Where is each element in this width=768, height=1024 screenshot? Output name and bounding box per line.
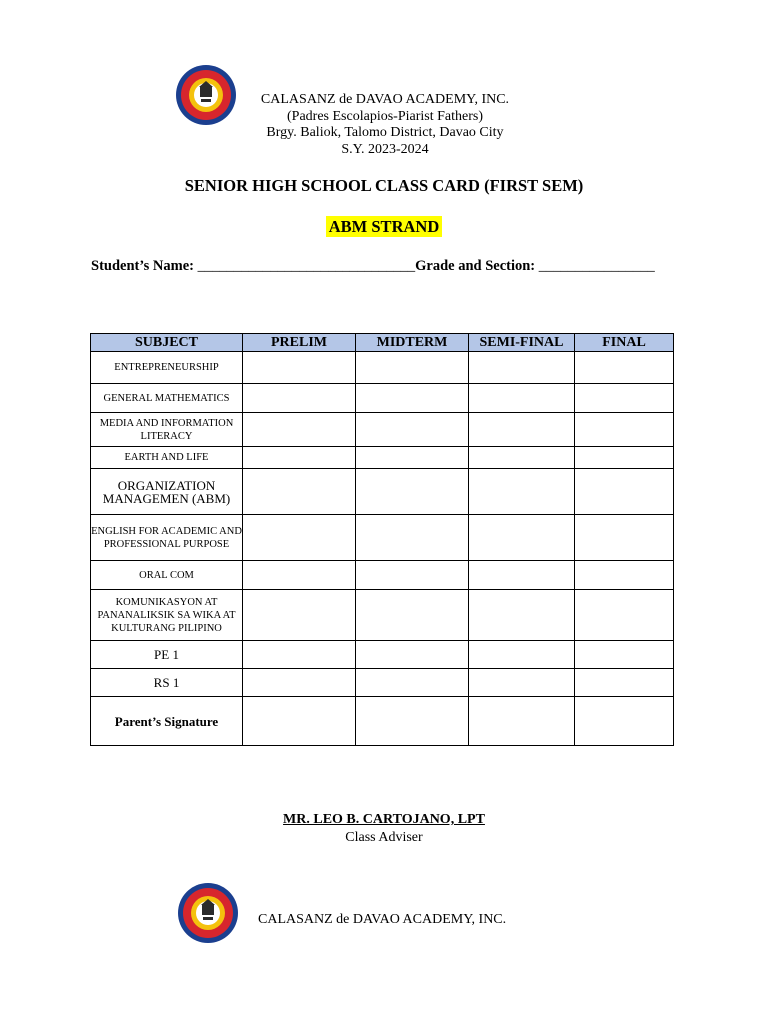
table-row [91,590,674,641]
grade-cell[interactable] [469,413,575,447]
grade-cell[interactable] [356,413,469,447]
grade-cell[interactable] [243,669,356,697]
grade-cell[interactable] [243,641,356,669]
grade-cell[interactable] [243,590,356,641]
grade-cell[interactable] [469,515,575,561]
signature-cell[interactable] [469,697,575,746]
grade-cell[interactable] [575,590,674,641]
signature-cell[interactable] [243,697,356,746]
grade-cell[interactable] [356,590,469,641]
table-row [91,641,674,669]
header-midterm: MIDTERM [356,334,469,352]
grades-table [90,333,674,746]
table-row [91,384,674,413]
grade-cell[interactable] [356,447,469,469]
header-subject: SUBJECT [91,334,243,352]
school-name: CALASANZ de DAVAO ACADEMY, INC. [260,92,510,107]
student-name-label: Student’s Name: [91,258,194,274]
grade-cell[interactable] [575,352,674,384]
grade-cell[interactable] [356,352,469,384]
header-prelim: PRELIM [243,334,356,352]
school-header [240,92,530,158]
subject-cell: KOMUNIKASYON AT PANANALIKSIK SA WIKA AT KULTURANG PILIPINO [91,590,243,641]
grade-cell[interactable] [243,384,356,413]
grade-cell[interactable] [575,447,674,469]
grade-cell[interactable] [356,561,469,590]
grade-cell[interactable] [469,447,575,469]
grade-cell[interactable] [356,384,469,413]
signature-cell[interactable] [356,697,469,746]
grade-section-label: Grade and Section: [415,258,536,274]
adviser-role: Class Adviser [345,830,423,845]
student-info-line [91,258,655,275]
subject-cell: PE 1 [91,641,243,669]
subject-cell: EARTH AND LIFE [91,447,243,469]
student-name-field[interactable]: ______________________________ [197,258,416,274]
parent-signature-label: Parent’s Signature [91,697,243,746]
grade-cell[interactable] [469,590,575,641]
subject-cell: ORGANIZATION MANAGEMEN (ABM) [91,469,243,515]
school-logo-seal [175,64,237,126]
table-row [91,352,674,384]
adviser-name: MR. LEO B. CARTOJANO, LPT [283,812,485,827]
grade-cell[interactable] [575,515,674,561]
grade-cell[interactable] [469,352,575,384]
school-logo-seal [177,882,239,944]
table-row [91,447,674,469]
table-row [91,469,674,515]
grade-cell[interactable] [575,561,674,590]
grade-cell[interactable] [469,669,575,697]
table-row [91,561,674,590]
adviser-block [0,811,768,847]
grade-section-field[interactable]: ________________ [538,258,655,274]
grade-cell[interactable] [243,515,356,561]
grade-cell[interactable] [356,641,469,669]
school-year: S.Y. 2023-2024 [341,141,429,157]
grade-cell[interactable] [469,469,575,515]
header-final: FINAL [575,334,674,352]
footer-school-name: CALASANZ de DAVAO ACADEMY, INC. [258,912,507,927]
school-order: (Padres Escolapios-Piarist Fathers) [287,108,483,124]
grade-cell[interactable] [356,669,469,697]
subject-cell: MEDIA AND INFORMATION LITERACY [91,413,243,447]
table-row [91,515,674,561]
subject-cell: ORAL COM [91,561,243,590]
strand-label: ABM STRAND [326,216,442,237]
grade-cell[interactable] [575,669,674,697]
grade-cell[interactable] [243,561,356,590]
table-row [91,669,674,697]
grade-cell[interactable] [575,413,674,447]
grade-cell[interactable] [243,413,356,447]
grade-cell[interactable] [469,641,575,669]
grade-cell[interactable] [575,641,674,669]
subject-cell: ENTREPRENEURSHIP [91,352,243,384]
grade-cell[interactable] [243,447,356,469]
signature-cell[interactable] [575,697,674,746]
grade-cell[interactable] [243,352,356,384]
table-row [91,413,674,447]
page-title: SENIOR HIGH SCHOOL CLASS CARD (FIRST SEM) [184,176,584,195]
grade-cell[interactable] [356,515,469,561]
grade-cell[interactable] [575,384,674,413]
grade-cell[interactable] [356,469,469,515]
subject-cell: ENGLISH FOR ACADEMIC AND PROFESSIONAL PURPOSE [91,515,243,561]
grade-cell[interactable] [469,561,575,590]
school-address: Brgy. Baliok, Talomo District, Davao City [266,125,504,140]
grade-cell[interactable] [469,384,575,413]
strand-container [0,217,768,237]
table-header-row [91,334,674,352]
grade-cell[interactable] [575,469,674,515]
subject-cell: GENERAL MATHEMATICS [91,384,243,413]
table-row [91,697,674,746]
header-semi-final: SEMI-FINAL [469,334,575,352]
subject-cell: RS 1 [91,669,243,697]
grade-cell[interactable] [243,469,356,515]
